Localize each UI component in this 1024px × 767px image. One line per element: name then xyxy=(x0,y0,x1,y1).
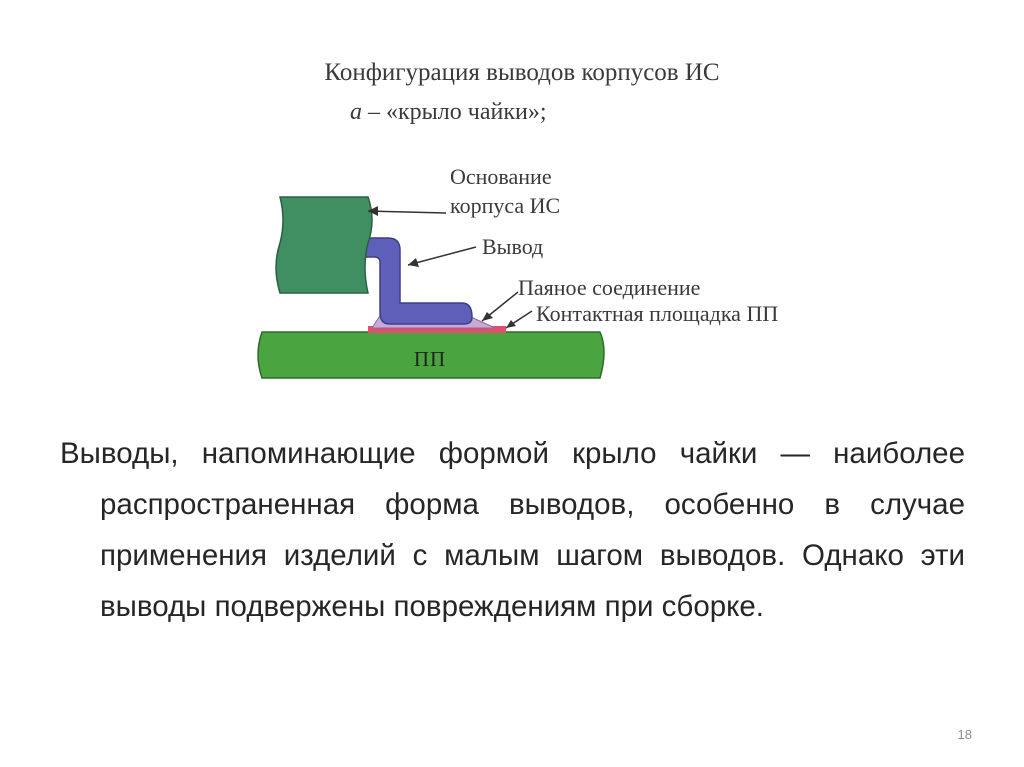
page-number: 18 xyxy=(957,727,972,742)
pcb-label: ПП xyxy=(413,347,447,371)
subtitle-letter: а xyxy=(350,99,362,125)
label-solder-joint: Паяное соединение xyxy=(518,275,701,300)
label-base-line2: корпуса ИС xyxy=(450,193,561,218)
lead xyxy=(360,238,472,324)
gull-wing-illustration xyxy=(250,45,870,395)
lead-leader-line xyxy=(408,247,476,265)
figure-title: Конфигурация выводов корпусов ИС xyxy=(324,59,720,86)
figure-subtitle xyxy=(350,97,547,127)
gull-wing-diagram xyxy=(250,45,870,395)
label-contact-pad: Контактная площадка ПП xyxy=(536,301,779,326)
body-text-block xyxy=(60,428,965,632)
subtitle-text: – «крыло чайки»; xyxy=(362,99,547,125)
body-paragraph: Выводы, напоминающие формой крыло чайки — наиболее распространенная форма выводов, особенно в случае применения изделий с малым шагом выводов. Однако эти выводы подвержены повреждениям при сборке. xyxy=(60,437,965,623)
label-base-line1: Основание xyxy=(450,164,552,189)
ic-body xyxy=(276,197,372,293)
label-lead: Вывод xyxy=(482,234,544,259)
base-leader-line xyxy=(368,211,446,213)
